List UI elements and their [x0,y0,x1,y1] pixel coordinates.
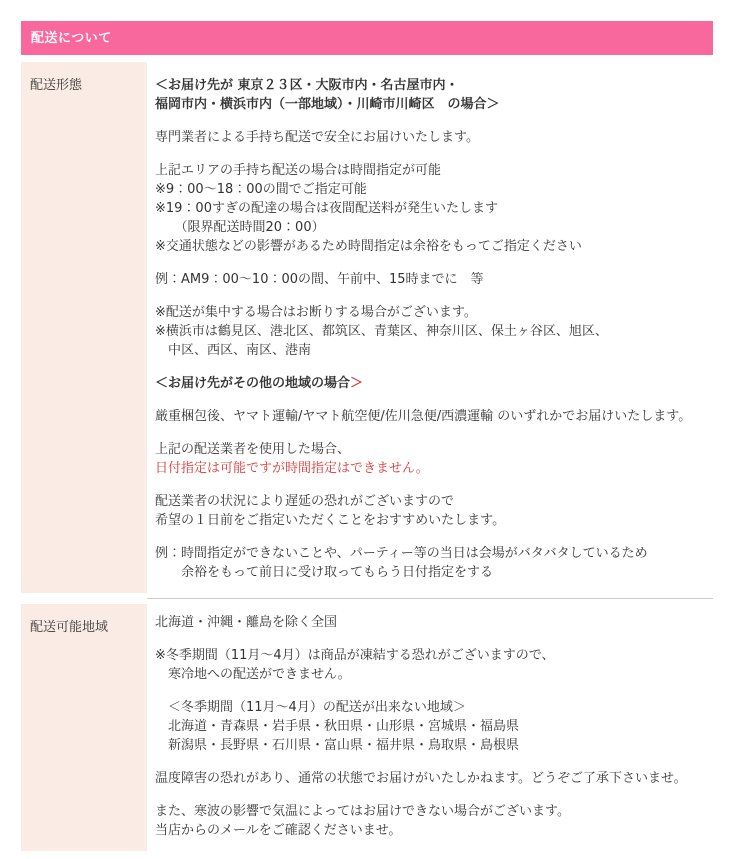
text-gap [155,788,709,802]
text-segment: 北海道・沖縄・離島を除く全国 [155,615,338,630]
row-delivery-area [21,598,713,856]
text-segment: 希望の１日前をご指定いただくことをおすすめいたします。 [155,513,506,528]
text-line [155,270,709,289]
text-line [155,95,709,114]
text-gap [155,755,709,769]
text-line [155,459,709,478]
text-segment-bold: ＜お届け先がその他の地域の場合 [155,376,351,391]
text-gap [155,393,709,407]
row-label-delivery-format [21,62,147,593]
text-gap [155,114,709,128]
text-segment: 例：時間指定ができないことや、パーティー等の当日は会場がバタバタしているため [155,546,648,561]
text-line [155,341,709,360]
row-delivery-format [21,62,713,598]
text-gap [155,360,709,374]
text-line [155,736,709,755]
text-line [155,563,709,582]
text-segment-bold-red: ＞ [350,376,364,391]
row-label-text: 配送形態 [30,78,83,93]
text-line [155,802,709,821]
text-gap [155,426,709,440]
text-segment: ＜冬季期間（11月～4月）の配送が出来ない地域＞ [155,700,466,715]
text-line [155,717,709,736]
text-segment: 寒冷地への配送ができません。 [155,667,351,682]
text-line [155,180,709,199]
text-segment: ※19：00すぎの配達の場合は夜間配送料が発生いたします [155,201,498,216]
text-segment: ※9：00～18：00の間でご指定可能 [155,182,367,197]
text-gap [155,530,709,544]
text-gap [155,632,709,646]
text-line [155,544,709,563]
section-title: 配送について [31,30,112,46]
text-line [155,303,709,322]
text-segment: 厳重梱包後、ヤマト運輸/ヤマト航空便/佐川急便/西濃運輸 のいずれかでお届けいたします。 [155,409,692,424]
text-segment: 北海道・青森県・岩手県・秋田県・山形県・宮城県・福島県 [155,719,520,734]
text-gap [155,684,709,698]
text-line [155,237,709,256]
text-line [155,821,709,840]
text-line [155,76,709,95]
delivery-info-section [21,21,713,856]
text-line [155,698,709,717]
row-label-delivery-area [21,604,147,851]
text-gap [155,289,709,303]
text-segment: ※交通状態などの影響があるため時間指定は余裕をもってご指定ください [155,239,582,254]
text-segment: 温度障害の恐れがあり、通常の状態でお届けがいたしかねます。どうぞご了承下さいませ。 [155,771,687,786]
text-line [155,665,709,684]
text-line [155,199,709,218]
text-segment: ※横浜市は鶴見区、港北区、都筑区、青葉区、神奈川区、保土ヶ谷区、旭区、 [155,324,608,339]
text-line [155,128,709,147]
text-segment-red: 日付指定は可能ですが時間指定はできません。 [155,461,429,476]
text-segment-bold: 福岡市内・横浜市内（一部地域）・川崎市川崎区 の場合＞ [155,97,500,112]
text-line [155,646,709,665]
text-gap [155,478,709,492]
text-line [155,218,709,237]
text-line [155,322,709,341]
text-segment: 新潟県・長野県・石川県・富山県・福井県・鳥取県・島根県 [155,738,520,753]
text-gap [155,147,709,161]
row-content-delivery-area [147,598,713,856]
text-segment: 上記エリアの手持ち配送の場合は時間指定が可能 [155,163,442,178]
text-line [155,613,709,632]
text-segment: 上記の配送業者を使用した場合、 [155,442,351,457]
text-gap [155,256,709,270]
text-segment: 余裕をもって前日に受け取ってもらう日付指定をする [155,565,494,580]
text-line [155,511,709,530]
text-segment: ※冬季期間（11月～4月）は商品が凍結する恐れがございますので、 [155,648,555,663]
text-line [155,161,709,180]
text-segment: 中区、西区、南区、港南 [155,343,312,358]
text-segment: ※配送が集中する場合はお断りする場合がございます。 [155,305,477,320]
text-line [155,407,709,426]
text-line [155,769,709,788]
text-segment: 配送業者の状況により遅延の恐れがございますので [155,494,455,509]
text-line [155,492,709,511]
text-segment: （限界配送時間20：00） [155,220,325,235]
text-segment: 当店からのメールをご確認くださいませ。 [155,823,402,838]
row-label-text: 配送可能地域 [30,620,109,635]
row-content-delivery-format [147,62,713,598]
text-segment-bold: ＜お届け先が 東京２３区・大阪市内・名古屋市内・ [155,78,459,93]
text-line [155,374,709,393]
section-title-bar [21,21,713,55]
text-segment: 専門業者による手持ち配送で安全にお届けいたします。 [155,130,479,145]
text-segment: また、寒波の影響で気温によってはお届けできない場合がございます。 [155,804,570,819]
text-segment: 例：AM9：00～10：00の間、午前中、15時までに 等 [155,272,484,287]
text-line [155,440,709,459]
